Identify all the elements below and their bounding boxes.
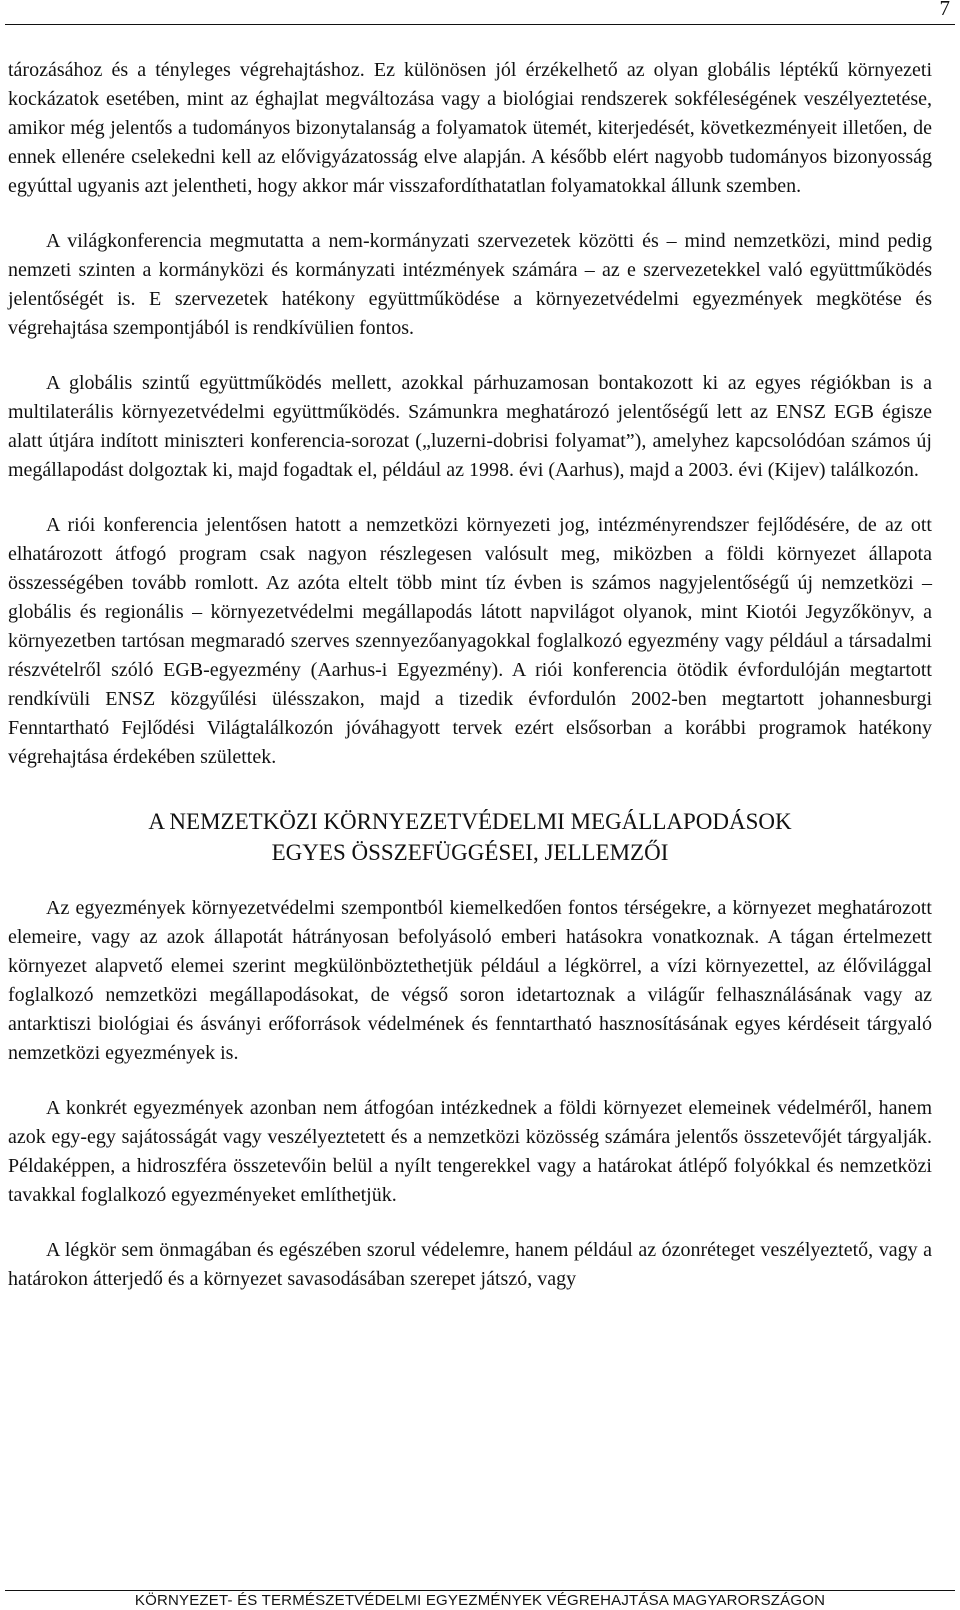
paragraph-treaty-scope: Az egyezmények környezetvédelmi szempontból kiemelkedően fontos térségekre, a környezet meghatározott elemeire, vagy az azok állapotát hátrányosan befolyásoló emberi hatásokra vonatkoznak. A tágan értelmezett környezet alapvető elemei szerint megkülönböztethetjük például a légkörrel, a vízi környezettel, az élővilággal foglalkozó nemzetközi megállapodásokat, de végső soron idetartoznak a világűr felhasználásának vagy az antarktiszi biológiai és ásványi erőforrások védelmének és fenntartható hasznosításának egyes kérdéseit tárgyaló nemzetközi egyezmények is.	[8, 897, 932, 1064]
paragraph-regional-cooperation: A globális szintű együttműködés mellett, azokkal párhuzamosan bontakozott ki az egyes régiókban is a multilaterális környezetvédelmi együttműködés. Számunkra meghatározó jelentőségű lett az ENSZ EGB égisze alatt útjára indított miniszteri konferencia-sorozat („luzerni-dobrisi folyamat”), amelyhez kapcsolódóan számos új megállapodást dolgoztak ki, majd fogadtak el, például az 1998. évi (Aarhus), majd a 2003. évi (Kijev) találkozón.	[8, 372, 932, 481]
header-rule	[5, 24, 955, 25]
running-footer: KÖRNYEZET- ÉS TERMÉSZETVÉDELMI EGYEZMÉNYEK VÉGREHAJTÁSA MAGYARORSZÁGON	[134, 1592, 826, 1609]
paragraph-atmosphere: A légkör sem önmagában és egészében szorul védelemre, hanem például az ózonréteget veszélyeztető, vagy a határokon átterjedő és a környezet savasodásában szerepet játszó, vagy	[8, 1239, 932, 1290]
paragraph-rio-conference: A riói konferencia jelentősen hatott a nemzetközi környezeti jog, intézményrendszer fejlődésére, de az ott elhatározott átfogó program csak nagyon részlegesen valósult meg, miközben a földi környezet állapota összességében tovább romlott. Az azóta eltelt több mint tíz évben is számos nagyjelentőségű új nemzetközi – globális és regionális – környezetvédelmi megállapodás látott napvilágot olyanok, mint Kiotói Jegyzőkönyv, a környezetben tartósan megmaradó szerves szennyezőanyagokkal foglalkozó egyezmény vagy például a társadalmi részvételről szóló EGB-egyezmény (Aarhus-i Egyezmény). A riói konferencia ötödik évfordulóján megtartott rendkívüli ENSZ közgyűlési ülésszakon, majd a tizedik évfordulón 2002-ben megtartott johannesburgi Fenntartható Fejlődési Világtalálkozón jóváhagyott tervek ezért elsősorban a korábbi programok hatékony végrehajtása érdekében születtek.	[8, 514, 932, 768]
page-body	[8, 56, 932, 1294]
page-number: 7	[939, 0, 950, 20]
section-title-line-1: A NEMZETKÖZI KÖRNYEZETVÉDELMI MEGÁLLAPODÁSOK	[148, 809, 792, 834]
paragraph-continuation: tározásához és a tényleges végrehajtáshoz. Ez különösen jól érzékelhető az olyan globális léptékű környezeti kockázatok esetében, mint az éghajlat megváltozása vagy a biológiai rendszerek sokféleségének veszélyeztetése, amikor még jelentős a tudományos bizonytalanság a folyamatok ütemét, kiterjedését, következményeit illetően, de ennek ellenére cselekedni kell az elővigyázatosság elve alapján. A később elért nagyobb tudományos bizonyosság egyúttal ugyanis azt jelentheti, hogy akkor már visszafordíthatatlan folyamatokkal állunk szemben.	[8, 59, 932, 197]
section-title	[8, 806, 932, 868]
section-title-line-2: EGYES ÖSSZEFÜGGÉSEI, JELLEMZŐI	[271, 840, 669, 865]
footer-rule	[5, 1590, 955, 1591]
paragraph-specific-treaties: A konkrét egyezmények azonban nem átfogóan intézkednek a földi környezet elemeinek védelméről, hanem azok egy-egy sajátosságát vagy veszélyeztetett és a nemzetközi közösség számára jelentős összetevőjét tárgyalják. Példaképpen, a hidroszféra összetevőin belül a nyílt tengerekkel vagy a határokat átlépő folyókkal és nemzetközi tavakkal foglalkozó egyezményeket említhetjük.	[8, 1097, 932, 1206]
paragraph-world-conference: A világkonferencia megmutatta a nem-kormányzati szervezetek közötti és – mind nemzetközi, mind pedig nemzeti szinten a kormányközi és kormányzati intézmények számára – az e szervezetekkel való együttműködés jelentőségét is. E szervezetek hatékony együttműködése a környezetvédelmi egyezmények megkötése és végrehajtása szempontjából is rendkívülien fontos.	[8, 230, 932, 339]
